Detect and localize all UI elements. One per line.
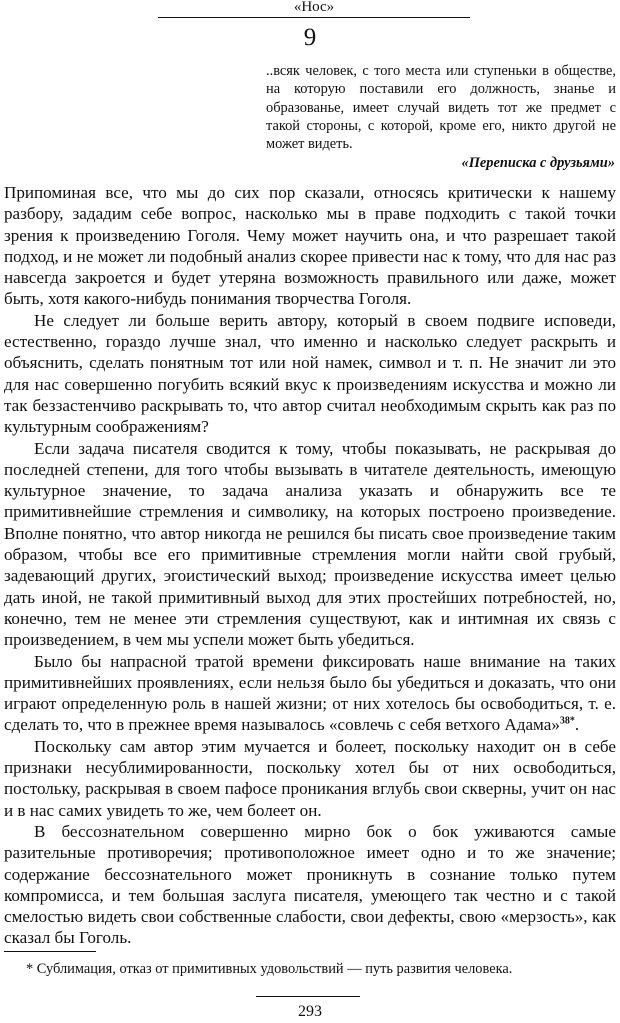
paragraph-5: Поскольку сам автор этим мучается и болеет, поскольку находит он в себе признаки несублимированности, поскольку хотел бы от них освободиться, постольку, раскрывая в своем пафосе проникания вглубь свои скверны, учит он нас и в нас самих увидеть то же, чем болеет он. xyxy=(4,736,616,820)
note-reference: 38* xyxy=(559,715,575,727)
chapter-number: 9 xyxy=(303,24,317,51)
paragraph-4: Было бы напрасной тратой времени фиксировать наше внимание на таких примитивнейших проявлениях, если нельзя было бы убедиться и доказать, что они играют определенную роль в нашей жизни; от них хотелось бы освободиться, т. е. сделать то, что в прежнее время называлось «совлечь с себя ветхого Адама»$^{38*}$. xyxy=(4,651,616,735)
body-text xyxy=(4,182,616,949)
epigraph-source: «Переписка с друзьями» xyxy=(461,155,615,171)
paragraph-3: Если задача писателя сводится к тому, чтобы показывать, не раскрывая до последней степени, для того чтобы вызывать в читателе деятельность, имеющую культурное значение, то задача анализа указать и обнаружить все те примитивнейшие стремления и символику, на которых построено произведение. Вполне понятно, что автор никогда не решился бы писать свое произведение таким образом, чтобы все его примитивные стремления могли найти свой грубый, задевающий других, эгоистический выход; произведение искусства имеет целью дать иной, не такой примитивный выход для этих простейших потребностей, но, конечно, тем не менее эти стремления существуют, как и интимная их связь с произведением, в чем мы успели может быть убедиться. xyxy=(4,438,616,650)
footnote: * Сублимация, отказ от примитивных удовольствий — путь развития человека. xyxy=(26,961,513,977)
paragraph-4-text: Было бы напрасной тратой времени фиксировать наше внимание на таких примитивнейших проявлениях, если нельзя было бы убедиться и доказать, что они играют определенную роль в нашей жизни; от них хотелось бы освободиться, т. е. сделать то, что в прежнее время называлось «совлечь с себя ветхого Адама» xyxy=(4,651,616,735)
paragraph-1: Припоминая все, что мы до сих пор сказали, относясь критически к нашему разбору, зададим себе вопрос, насколько мы в праве подходить с такой точки зрения к произведению Гоголя. Чему может научить она, и что разрешает такой подход, и не может ли подобный анализ скорее привести нас к тому, что для нас раз навсегда закроется и будет утеряна возможность правильного или даже, может быть, хотя какого-нибудь понимания творчества Гоголя. xyxy=(4,183,616,309)
running-head-title: «Нос» xyxy=(158,0,470,18)
page-number: 293 xyxy=(298,1003,322,1020)
footnote-divider xyxy=(4,951,96,952)
epigraph-text: ..всяк человек, с того места или ступеньки в обществе, на которую поставили его должность, знанье и образованье, имеет случай видеть тот же предмет с такой стороны, с которой, кроме его, никто другой не может видеть. xyxy=(266,63,616,153)
paragraph-6: В бессознательном совершенно мирно бок о бок уживаются самые разительные противоречия; противоположное имеет одно и то же значение; содержание бессознательного может проникнуть в сознание только путем компромисса, и тем большая заслуга писателя, умеющего так честно и с такой смелостью видеть свои собственные слабости, свои дефекты, свою «мерзость», как сказал бы Гоголь. xyxy=(4,821,616,948)
footer-divider xyxy=(256,996,360,997)
paragraph-2: Не следует ли больше верить автору, который в своем подвиге исповеди, естественно, гораздо лучше знал, что именно и насколько следует раскрыть и объяснить, сделать понятным тот или ной намек, символ и т. п. Не значит ли это для нас совершенно погубить всякий вкус к произведениям искусства и можно ли так беззастенчиво раскрывать то, что автор считал необходимым скрыть как раз по культурным соображениям? xyxy=(4,310,616,437)
